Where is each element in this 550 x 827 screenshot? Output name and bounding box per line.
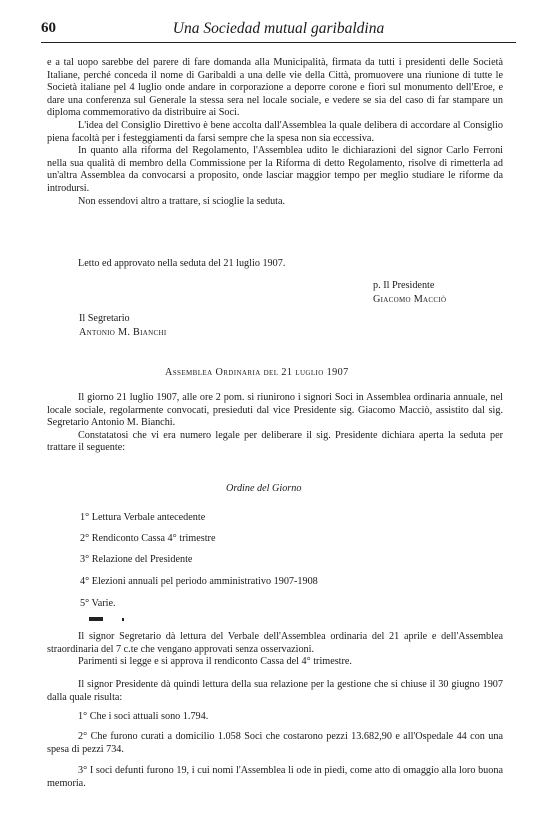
- paragraph: In quanto alla riforma del Regolamento, l'Assemblea udito le dichiarazioni del signor Carlo Ferroni nella sua qualità di membro della Commissione per la Riforma di detto Regolamento, risolve di rimetterla ad un'altra Assemblea da convocarsi a proposito, onde lasciar maggior tempo per meglio studiare le riforme da introdursi.: [47, 145, 503, 194]
- print-mark: [122, 618, 124, 621]
- paragraph: 1° Che i soci attuali sono 1.794.: [78, 711, 209, 722]
- president-name: Giacomo Macciò: [373, 294, 447, 305]
- president-title: p. Il Presidente: [373, 280, 435, 291]
- agenda-item: 4° Elezioni annuali pel periodo amministrativo 1907-1908: [80, 576, 318, 587]
- paragraph: Il signor Presidente dà quindi lettura della sua relazione per la gestione che si chiuse il 30 giugno 1907 dalla quale risulta:: [47, 679, 503, 703]
- paragraph: e a tal uopo sarebbe del parere di fare domanda alla Municipalità, firmata da tutti i presidenti delle Società Italiane, perché conceda il nome di Garibaldi a una delle vie della Città, promuovere una riunione di tutte le Società italiane pel 4 luglio onde andare in corporazione a deporre corone e fiori sul monumento dell'Eroe, e dare una conferenza sul Generale la stessa sera nel locale sociale, e vedere se sia del caso di far stampare un diploma commemorativo da distribuire ai Soci.: [47, 57, 503, 119]
- secretary-name: Antonio M. Bianchi: [79, 327, 167, 338]
- paragraph: Il giorno 21 luglio 1907, alle ore 2 pom. si riunirono i signori Soci in Assemblea ordinaria annuale, nel locale sociale, regolarmente convocati, presieduti dal vice Presidente sig. Giacomo Macciò, assistito dal sig. Segretario Antonio M. Bianchi.: [47, 392, 503, 429]
- page-number: 60: [41, 20, 56, 36]
- paragraph: Letto ed approvato nella seduta del 21 luglio 1907.: [78, 258, 286, 269]
- president-report: [47, 679, 503, 704]
- secretary-title: Il Segretario: [79, 313, 130, 324]
- print-mark: [89, 617, 103, 621]
- minutes-continuation: [47, 57, 503, 208]
- assembly-heading: Assemblea Ordinaria del 21 luglio 1907: [165, 367, 349, 378]
- paragraph: 3° I soci defunti furono 19, i cui nomi l'Assemblea li ode in piedi, come atto di omaggio alla loro buona memoria.: [47, 765, 503, 789]
- report-item-3: [47, 765, 503, 790]
- paragraph: Parimenti si legge e si approva il rendiconto Cassa del 4° trimestre.: [78, 656, 352, 668]
- header-rule: [41, 42, 516, 43]
- page-header: [41, 20, 516, 42]
- agenda-heading: Ordine del Giorno: [226, 483, 302, 494]
- paragraph: 2° Che furono curati a domicilio 1.058 Soci che costarono pezzi 13.682,90 e all'Ospedale 44 con una spesa di pezzi 734.: [47, 731, 503, 755]
- agenda-item: 5° Varie.: [80, 598, 116, 609]
- paragraph: Il signor Segretario dà lettura del Verbale dell'Assemblea ordinaria del 21 aprile e dell'Assemblea straordinaria del 7 c.te che vengano approvati senza osservazioni.: [47, 631, 503, 655]
- paragraph: Non essendovi altro a trattare, si scioglie la seduta.: [78, 195, 286, 207]
- report-item-1: [47, 711, 503, 724]
- agenda-item: 2° Rendiconto Cassa 4° trimestre: [80, 533, 216, 544]
- report-item-2: [47, 731, 503, 756]
- paragraph: L'idea del Consiglio Direttivo è bene accolta dall'Assemblea la quale delibera di accordare al Consiglio piena facoltà per i festeggiamenti da farsi sempre che la spesa non sia eccessiva.: [47, 119, 503, 144]
- approval-note: [47, 258, 503, 271]
- running-title: Una Sociedad mutual garibaldina: [172, 20, 385, 37]
- agenda-item: 3° Relazione del Presidente: [80, 554, 193, 565]
- agenda-item: 1° Lettura Verbale antecedente: [80, 512, 206, 523]
- paragraph: Constatatosi che vi era numero legale per deliberare il sig. Presidente dichiara aperta la seduta per trattare il seguente:: [47, 429, 503, 454]
- assembly-opening: [47, 392, 503, 455]
- assembly-proceedings: [47, 631, 503, 669]
